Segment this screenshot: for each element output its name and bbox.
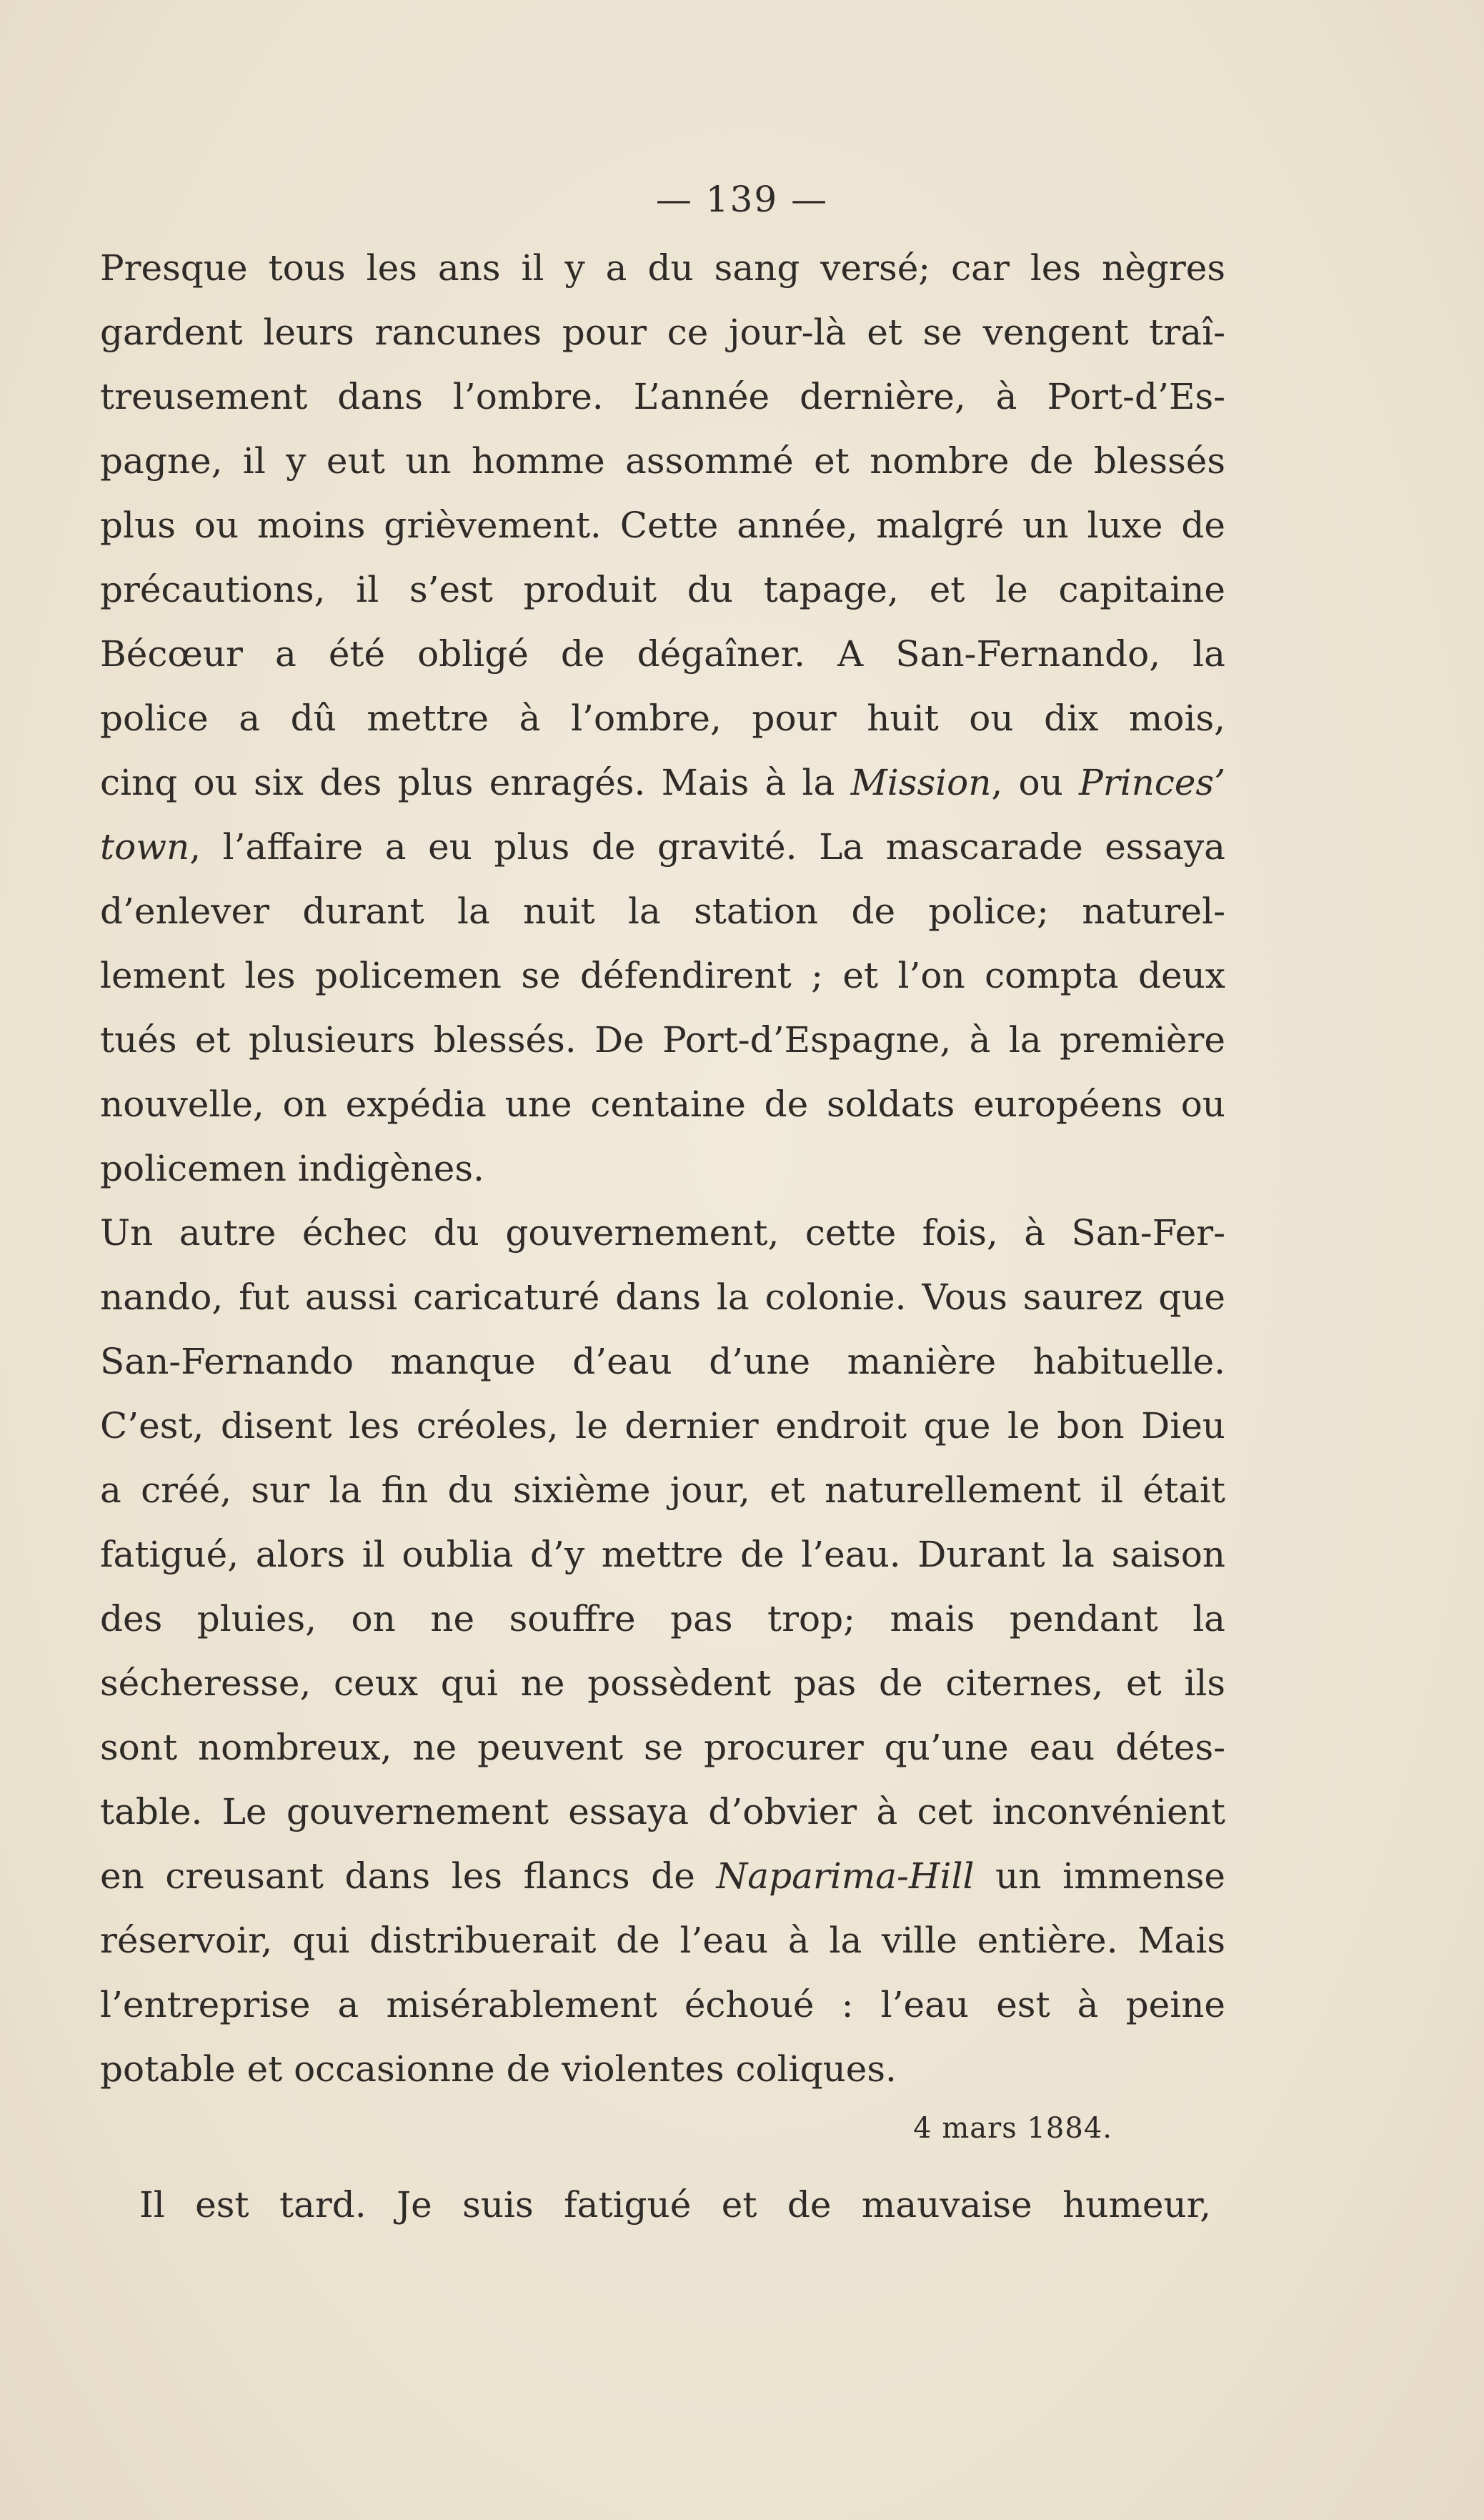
text-line: police a dû mettre à l’ombre, pour huit ou dix mois, (100, 698, 1225, 739)
text-line: d’enlever durant la nuit la station de police; naturel- (100, 891, 1225, 932)
text-fragment: en creusant dans les flancs de (100, 1855, 717, 1897)
text-line: sont nombreux, ne peuvent se procurer qu’une eau détes- (100, 1727, 1225, 1768)
text-line: C’est, disent les créoles, le dernier endroit que le bon Dieu (100, 1405, 1225, 1447)
text-line: sécheresse, ceux qui ne possèdent pas de citernes, et ils (100, 1662, 1225, 1704)
text-line: des pluies, on ne souffre pas trop; mais pendant la (100, 1598, 1225, 1640)
italic-town: town (100, 826, 190, 868)
text-line: treusement dans l’ombre. L’année dernière, à Port-d’Es- (100, 376, 1225, 417)
italic-naparima-hill: Naparima-Hill (716, 1855, 975, 1897)
text-line: Il est tard. Je suis fatigué et de mauvaise humeur, (139, 2184, 1211, 2226)
text-line: l’entreprise a misérablement échoué : l’eau est à peine (100, 1984, 1225, 2025)
text-line: potable et occasionne de violentes coliques. (100, 2048, 897, 2090)
dateline: 4 mars 1884. (913, 2112, 1112, 2145)
page-number: — 139 — (655, 179, 829, 220)
text-line: San-Fernando manque d’eau d’une manière habituelle. (100, 1341, 1225, 1382)
text-line: policemen indigènes. (100, 1148, 484, 1189)
text-line: gardent leurs rancunes pour ce jour-là et se vengent traî- (100, 312, 1225, 353)
text-line: lement les policemen se défendirent ; et l’on compta deux (100, 955, 1225, 996)
text-line: Presque tous les ans il y a du sang versé; car les nègres (100, 247, 1225, 289)
text-line (100, 1844, 1225, 1908)
text-line: pagne, il y eut un homme assommé et nombre de blessés (100, 440, 1225, 482)
italic-princes: Princes’ (1079, 762, 1225, 803)
italic-mission: Mission (850, 762, 992, 803)
text-line: a créé, sur la fin du sixième jour, et naturellement il était (100, 1469, 1225, 1511)
text-line: précautions, il s’est produit du tapage, et le capitaine (100, 569, 1225, 610)
text-fragment: , l’affaire a eu plus de gravité. La mascarade essaya (189, 826, 1225, 868)
text-line: fatigué, alors il oublia d’y mettre de l’eau. Durant la saison (100, 1534, 1225, 1575)
text-line: Bécœur a été obligé de dégaîner. A San-Fernando, la (100, 633, 1225, 675)
text-line: tués et plusieurs blessés. De Port-d’Espagne, à la première (100, 1019, 1225, 1061)
text-line: Un autre échec du gouvernement, cette fois, à San-Fer- (100, 1212, 1225, 1254)
text-line (100, 815, 1225, 879)
text-fragment: un immense (974, 1855, 1225, 1897)
text-line: plus ou moins grièvement. Cette année, malgré un luxe de (100, 505, 1225, 546)
text-line: nouvelle, on expédia une centaine de soldats européens ou (100, 1083, 1225, 1125)
text-line (100, 750, 1225, 815)
text-fragment: cinq ou six des plus enragés. Mais à la (100, 762, 851, 803)
text-line: table. Le gouvernement essaya d’obvier à cet inconvénient (100, 1791, 1225, 1832)
text-fragment: , ou (991, 762, 1080, 803)
text-line: réservoir, qui distribuerait de l’eau à la ville entière. Mais (100, 1920, 1225, 1961)
body-text (100, 236, 1225, 2101)
text-line: nando, fut aussi caricaturé dans la colonie. Vous saurez que (100, 1276, 1225, 1318)
